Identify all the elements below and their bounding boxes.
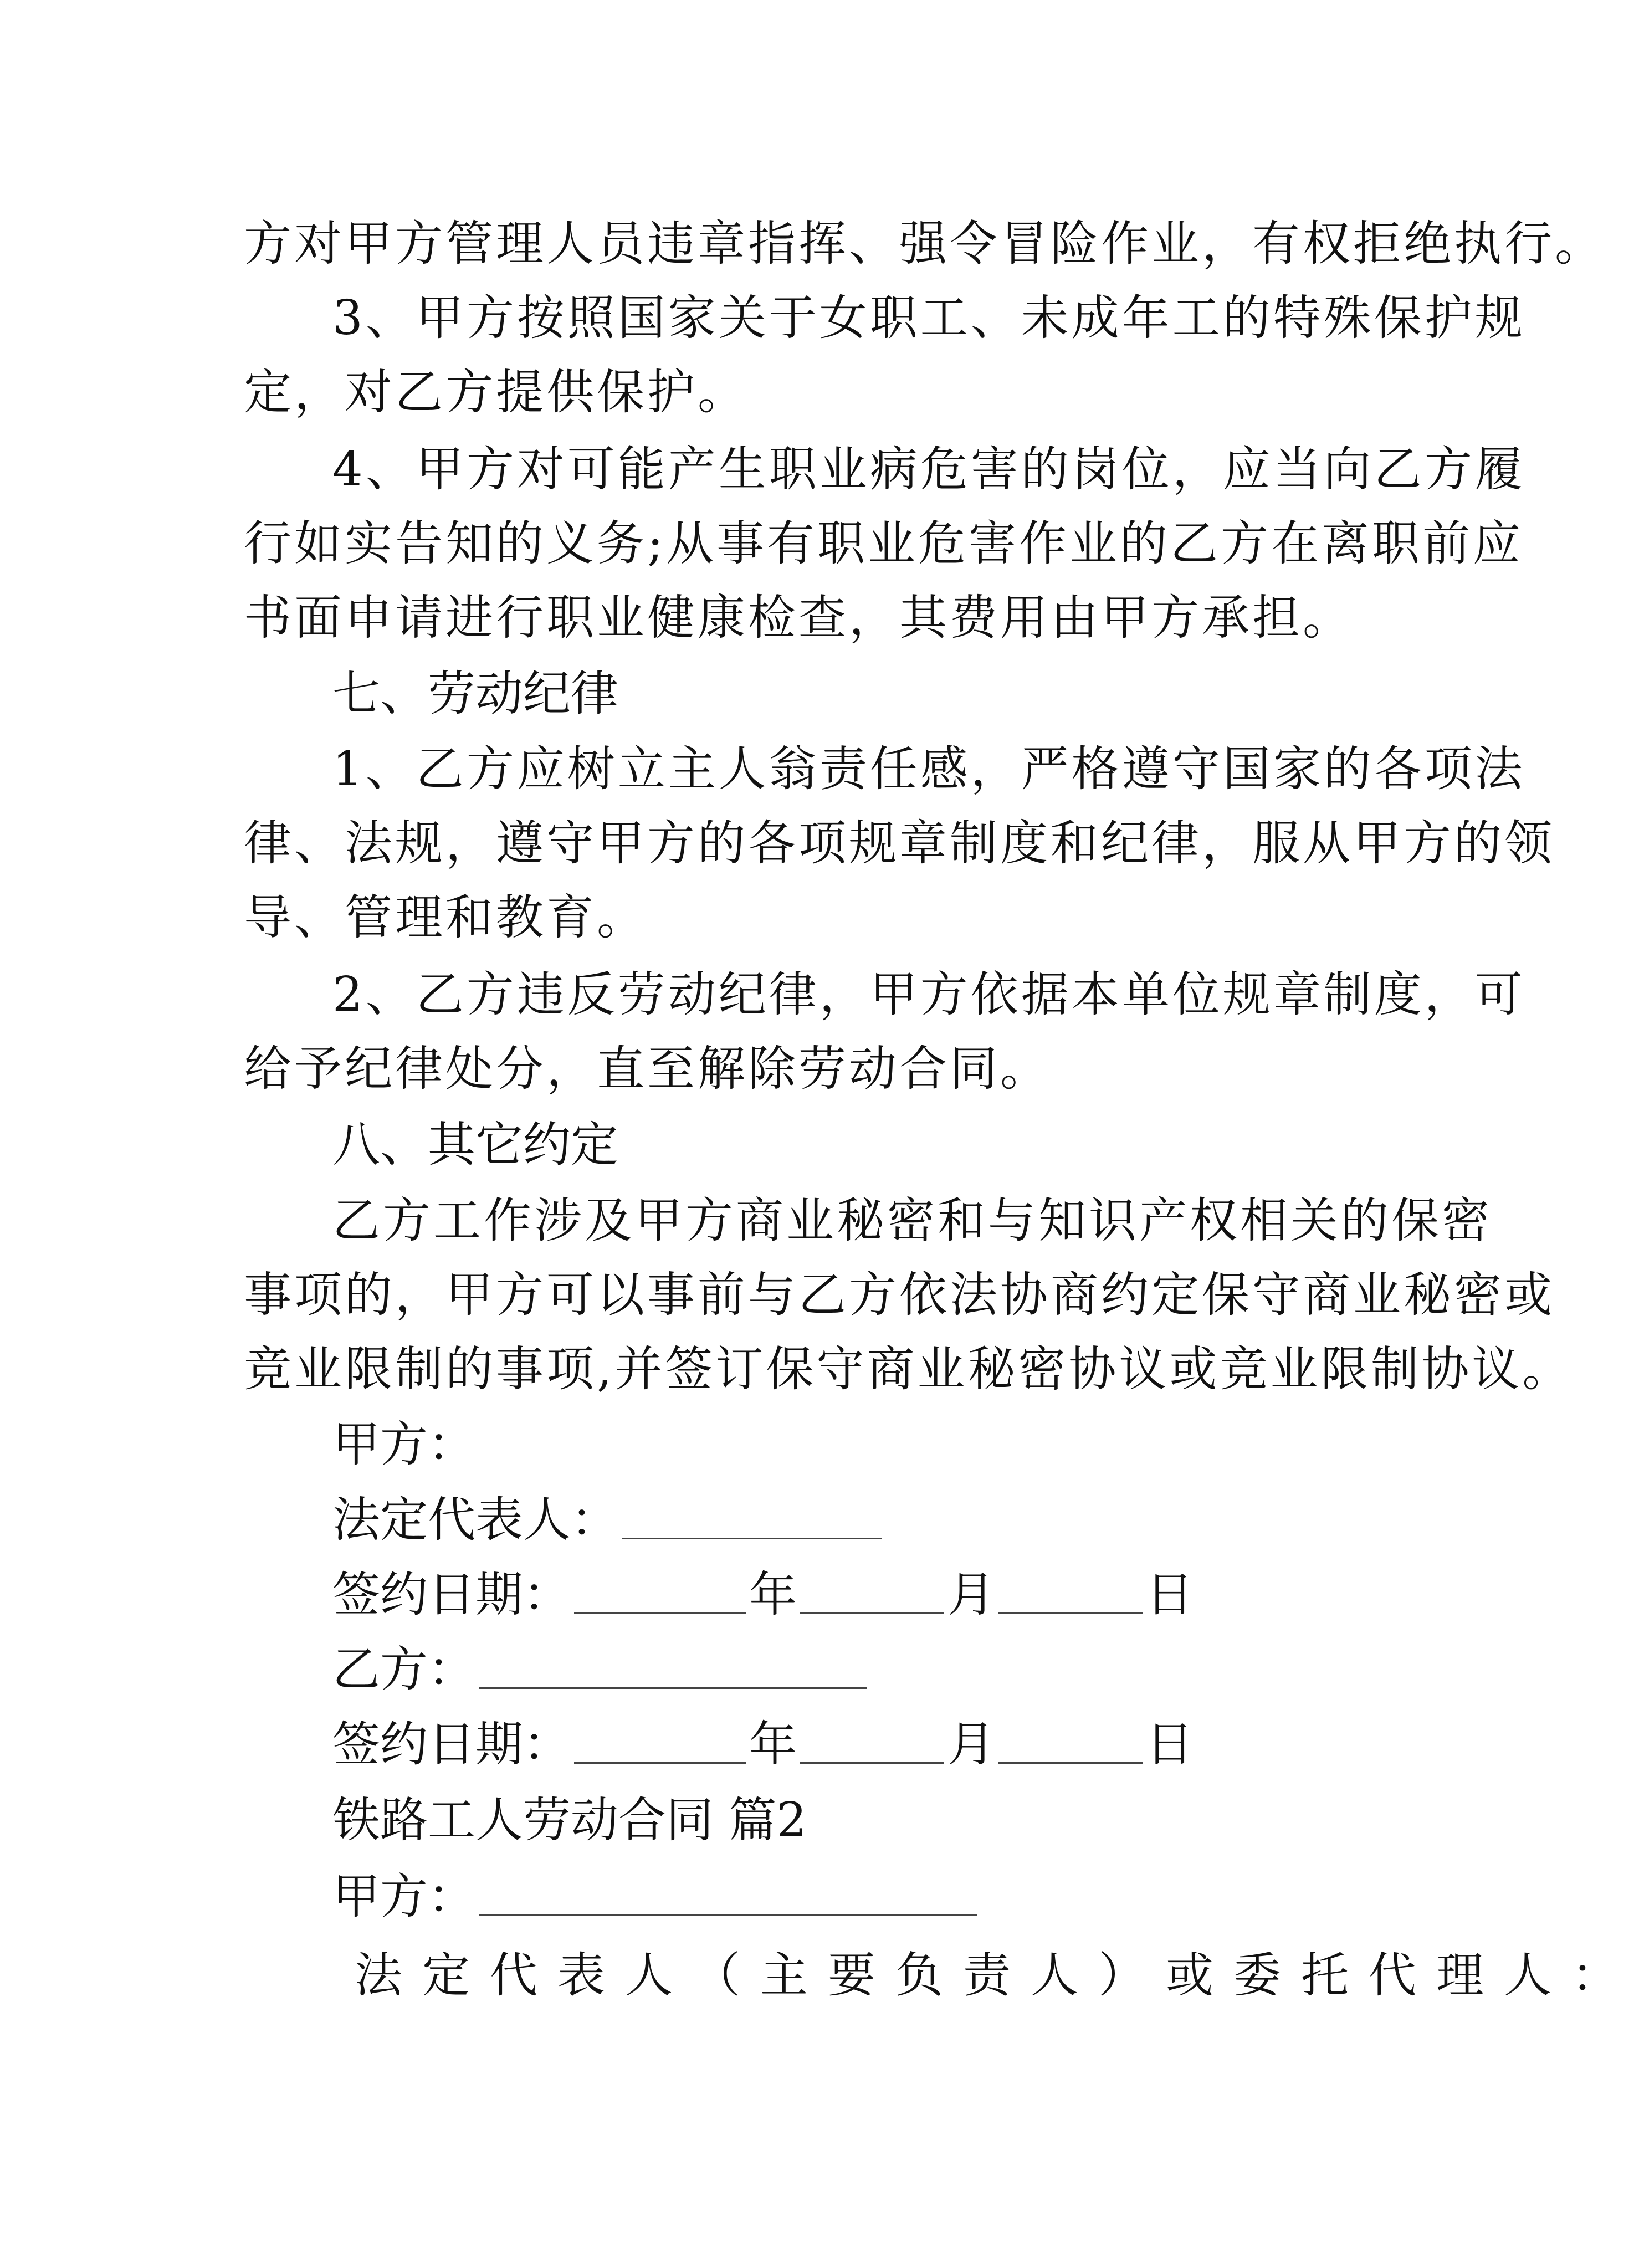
party-b-row	[332, 1639, 870, 1700]
legal-rep-row	[332, 1489, 885, 1550]
clause-7-1-line-1: 1、乙方应树立主人翁责任感，严格遵守国家的各项法	[332, 741, 1525, 797]
clause-4-line-1: 4、甲方对可能产生职业病危害的岗位，应当向乙方履	[332, 442, 1525, 497]
clause-8-line-3: 竞业限制的事项,并签订保守商业秘密协议或竞业限制协议。	[244, 1342, 1573, 1397]
sign-date-row-a	[332, 1564, 1194, 1625]
legal-rep-blank[interactable]	[622, 1499, 882, 1539]
month-blank[interactable]	[800, 1723, 944, 1764]
clause-7-1-line-3: 导、管理和教育。	[244, 890, 647, 945]
party-a-label: 甲方：	[332, 1417, 475, 1472]
clause-7-1-line-2: 律、法规，遵守甲方的各项规章制度和纪律，服从甲方的领	[244, 816, 1555, 871]
day-label: 日	[1146, 1717, 1194, 1772]
section-7-heading: 七、劳动纪律	[332, 666, 618, 721]
year-blank[interactable]	[574, 1574, 746, 1614]
month-blank[interactable]	[800, 1574, 944, 1614]
legal-rep-label: 法定代表人：	[332, 1492, 618, 1548]
party-a-row	[332, 1414, 475, 1475]
next-party-a-row	[332, 1866, 981, 1927]
sign-date-label: 签约日期：	[332, 1567, 571, 1622]
clause-8-line-2: 事项的，甲方可以事前与乙方依法协商约定保守商业秘密或	[244, 1267, 1555, 1323]
next-contract-title: 铁路工人劳动合同 篇2	[332, 1793, 807, 1848]
paragraph-line: 方对甲方管理人员违章指挥、强令冒险作业，有权拒绝执行。	[244, 216, 1605, 272]
month-label: 月	[947, 1567, 995, 1622]
clause-7-2-line-2: 给予纪律处分，直至解除劳动合同。	[244, 1041, 1051, 1097]
year-blank[interactable]	[574, 1723, 746, 1764]
month-label: 月	[947, 1717, 995, 1772]
clause-4-line-2: 行如实告知的义务;从事有职业危害作业的乙方在离职前应	[244, 516, 1523, 571]
year-label: 年	[749, 1567, 797, 1622]
year-label: 年	[749, 1717, 797, 1772]
sign-date-label: 签约日期：	[332, 1717, 571, 1772]
next-party-a-label: 甲方：	[332, 1869, 475, 1924]
clause-8-line-1: 乙方工作涉及甲方商业秘密和与知识产权相关的保密	[332, 1193, 1492, 1248]
clause-3-line-1: 3、甲方按照国家关于女职工、未成年工的特殊保护规	[332, 290, 1525, 346]
clause-4-line-3: 书面申请进行职业健康检查，其费用由甲方承担。	[244, 590, 1353, 646]
party-b-label: 乙方：	[332, 1642, 475, 1697]
clause-3-line-2: 定，对乙方提供保护。	[244, 365, 748, 420]
clause-7-2-line-1: 2、乙方违反劳动纪律，甲方依据本单位规章制度，可	[332, 967, 1525, 1022]
day-blank[interactable]	[998, 1574, 1143, 1614]
section-8-heading: 八、其它约定	[332, 1117, 618, 1173]
legal-rep-or-agent-label: 法定代表人（主要负责人）或委托代理人：	[355, 1948, 1639, 2003]
day-blank[interactable]	[998, 1723, 1143, 1764]
sign-date-row-b	[332, 1714, 1194, 1775]
party-b-blank[interactable]	[479, 1648, 867, 1689]
day-label: 日	[1146, 1567, 1194, 1622]
next-party-a-blank[interactable]	[479, 1876, 977, 1916]
